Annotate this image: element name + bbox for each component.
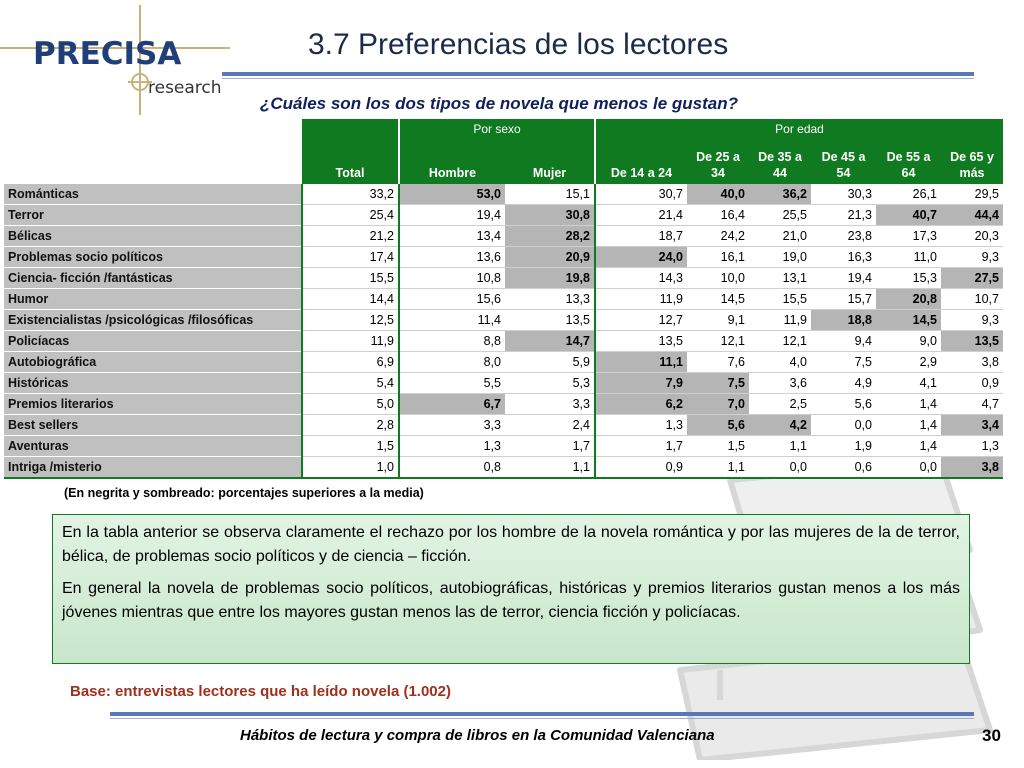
table-cell: 11,4 bbox=[399, 310, 505, 331]
table-cell: 8,8 bbox=[399, 331, 505, 352]
table-cell: 18,8 bbox=[811, 310, 876, 331]
table-cell: 7,5 bbox=[811, 352, 876, 373]
commentary-paragraph-1: En la tabla anterior se observa claramente el rechazo por los hombre de la novela romántica y por las mujeres de la de terror, bélica, de problemas socio políticos y de ciencia – ficción. bbox=[62, 524, 960, 565]
group-sexo: Por sexo bbox=[399, 119, 595, 139]
table-cell: 5,9 bbox=[505, 352, 595, 373]
table-cell: 9,3 bbox=[941, 310, 1003, 331]
table-cell: 11,9 bbox=[302, 331, 399, 352]
column-header-line: De 25 a bbox=[696, 150, 740, 164]
column-header-line: más bbox=[959, 166, 985, 180]
table-cell: 0,8 bbox=[399, 457, 505, 479]
table-cell: 1,0 bbox=[302, 457, 399, 479]
table-cell: 15,7 bbox=[811, 289, 876, 310]
table-row bbox=[4, 394, 1003, 415]
table-cell: 0,6 bbox=[811, 457, 876, 479]
table-row bbox=[4, 373, 1003, 394]
table-cell: 3,8 bbox=[941, 352, 1003, 373]
table-cell: 13,4 bbox=[399, 226, 505, 247]
preferences-table bbox=[4, 119, 1003, 479]
base-note: Base: entrevistas lectores que ha leído novela (1.002) bbox=[70, 683, 451, 700]
table-row bbox=[4, 436, 1003, 457]
logo-sub-text: research bbox=[148, 78, 222, 98]
table-cell: 7,6 bbox=[687, 352, 749, 373]
table-cell: 36,2 bbox=[749, 184, 811, 205]
column-header bbox=[302, 139, 399, 184]
row-label: Aventuras bbox=[4, 436, 302, 457]
table-cell: 15,5 bbox=[302, 268, 399, 289]
table-cell: 0,0 bbox=[749, 457, 811, 479]
table-cell: 4,0 bbox=[749, 352, 811, 373]
table-cell: 25,4 bbox=[302, 205, 399, 226]
corner-cell bbox=[4, 119, 302, 139]
column-header bbox=[687, 139, 749, 184]
table-cell: 5,5 bbox=[399, 373, 505, 394]
table-cell: 15,1 bbox=[505, 184, 595, 205]
table-cell: 15,3 bbox=[876, 268, 941, 289]
table-cell: 1,7 bbox=[595, 436, 687, 457]
table-cell: 10,7 bbox=[941, 289, 1003, 310]
table-cell: 25,5 bbox=[749, 205, 811, 226]
table-cell: 27,5 bbox=[941, 268, 1003, 289]
table-cell: 20,8 bbox=[876, 289, 941, 310]
column-header-line: 54 bbox=[836, 166, 851, 180]
table-cell: 1,1 bbox=[687, 457, 749, 479]
table-cell: 3,3 bbox=[505, 394, 595, 415]
table-cell: 6,7 bbox=[399, 394, 505, 415]
table-cell: 14,7 bbox=[505, 331, 595, 352]
table-cell: 33,2 bbox=[302, 184, 399, 205]
table-row bbox=[4, 184, 1003, 205]
footer-title: Hábitos de lectura y compra de libros en la Comunidad Valenciana bbox=[240, 727, 715, 744]
row-label: Autobiográfica bbox=[4, 352, 302, 373]
table-cell: 3,3 bbox=[399, 415, 505, 436]
table-cell: 5,3 bbox=[505, 373, 595, 394]
group-edad: Por edad bbox=[595, 119, 1003, 139]
table-cell: 5,6 bbox=[811, 394, 876, 415]
table-cell: 5,0 bbox=[302, 394, 399, 415]
column-header-line: De 45 a bbox=[821, 150, 866, 164]
table-cell: 7,5 bbox=[687, 373, 749, 394]
table-cell: 21,4 bbox=[595, 205, 687, 226]
table-cell: 11,9 bbox=[749, 310, 811, 331]
row-label: Intriga /misterio bbox=[4, 457, 302, 479]
table-cell: 13,5 bbox=[505, 310, 595, 331]
row-label: Ciencia- ficción /fantásticas bbox=[4, 268, 302, 289]
table-cell: 1,7 bbox=[505, 436, 595, 457]
table-cell: 8,0 bbox=[399, 352, 505, 373]
table-cell: 30,3 bbox=[811, 184, 876, 205]
table-cell: 1,4 bbox=[876, 415, 941, 436]
table-cell: 19,8 bbox=[505, 268, 595, 289]
row-label: Románticas bbox=[4, 184, 302, 205]
table-cell: 5,4 bbox=[302, 373, 399, 394]
table-cell: 1,3 bbox=[595, 415, 687, 436]
table-cell: 28,2 bbox=[505, 226, 595, 247]
table-cell: 4,2 bbox=[749, 415, 811, 436]
table-cell: 30,8 bbox=[505, 205, 595, 226]
table-cell: 18,7 bbox=[595, 226, 687, 247]
table-cell: 13,1 bbox=[749, 268, 811, 289]
table-cell: 40,7 bbox=[876, 205, 941, 226]
row-label: Históricas bbox=[4, 373, 302, 394]
table-cell: 11,0 bbox=[876, 247, 941, 268]
table-cell: 7,9 bbox=[595, 373, 687, 394]
table-cell: 13,5 bbox=[941, 331, 1003, 352]
row-label: Premios literarios bbox=[4, 394, 302, 415]
table-cell: 3,6 bbox=[749, 373, 811, 394]
row-label: Existencialistas /psicológicas /filosóficas bbox=[4, 310, 302, 331]
table-cell: 16,1 bbox=[687, 247, 749, 268]
column-header bbox=[941, 139, 1003, 184]
table-cell: 44,4 bbox=[941, 205, 1003, 226]
table-cell: 21,0 bbox=[749, 226, 811, 247]
table-cell: 11,1 bbox=[595, 352, 687, 373]
table-cell: 1,4 bbox=[876, 394, 941, 415]
table-cell: 1,5 bbox=[302, 436, 399, 457]
table-cell: 2,4 bbox=[505, 415, 595, 436]
table-cell: 16,4 bbox=[687, 205, 749, 226]
table-cell: 0,9 bbox=[941, 373, 1003, 394]
table-cell: 6,2 bbox=[595, 394, 687, 415]
table-cell: 24,2 bbox=[687, 226, 749, 247]
table-cell: 4,7 bbox=[941, 394, 1003, 415]
commentary-paragraph-2: En general la novela de problemas socio políticos, autobiográficas, históricas y premios literarios gustan menos a los más jóvenes mientras que entre los mayores gustan menos las de terror, ciencia ficción y policíacas. bbox=[62, 580, 960, 621]
group-header-row bbox=[4, 119, 1003, 139]
table-cell: 1,1 bbox=[505, 457, 595, 479]
table-cell: 4,9 bbox=[811, 373, 876, 394]
table-cell: 19,4 bbox=[399, 205, 505, 226]
table-cell: 26,1 bbox=[876, 184, 941, 205]
table-cell: 14,3 bbox=[595, 268, 687, 289]
table-cell: 0,0 bbox=[876, 457, 941, 479]
table-row bbox=[4, 247, 1003, 268]
column-header-line: 64 bbox=[901, 166, 916, 180]
table-cell: 0,0 bbox=[811, 415, 876, 436]
column-header-line: De 35 a bbox=[758, 150, 802, 164]
table-note: (En negrita y sombreado: porcentajes superiores a la media) bbox=[64, 486, 424, 500]
table-cell: 14,5 bbox=[876, 310, 941, 331]
table-cell: 9,4 bbox=[811, 331, 876, 352]
table-cell: 30,7 bbox=[595, 184, 687, 205]
table-cell: 17,4 bbox=[302, 247, 399, 268]
table-cell: 19,4 bbox=[811, 268, 876, 289]
table-cell: 14,5 bbox=[687, 289, 749, 310]
table-cell: 7,0 bbox=[687, 394, 749, 415]
logo-main-text: PRECISA bbox=[33, 36, 182, 72]
table-cell: 11,9 bbox=[595, 289, 687, 310]
table-cell: 13,5 bbox=[595, 331, 687, 352]
table-cell: 20,3 bbox=[941, 226, 1003, 247]
column-header bbox=[595, 139, 687, 184]
column-header-line: 34 bbox=[711, 166, 725, 180]
title-rule-thin bbox=[222, 78, 974, 79]
table-cell: 2,5 bbox=[749, 394, 811, 415]
table-cell: 24,0 bbox=[595, 247, 687, 268]
table-cell: 2,9 bbox=[876, 352, 941, 373]
table-cell: 1,3 bbox=[941, 436, 1003, 457]
table-row bbox=[4, 205, 1003, 226]
table-cell: 2,8 bbox=[302, 415, 399, 436]
table-cell: 10,0 bbox=[687, 268, 749, 289]
table-row bbox=[4, 310, 1003, 331]
commentary-box bbox=[52, 514, 970, 664]
corner-cell-2 bbox=[4, 139, 302, 184]
table-cell: 20,9 bbox=[505, 247, 595, 268]
row-label: Terror bbox=[4, 205, 302, 226]
table-cell: 5,6 bbox=[687, 415, 749, 436]
table-cell: 12,5 bbox=[302, 310, 399, 331]
table-cell: 9,0 bbox=[876, 331, 941, 352]
table-cell: 9,1 bbox=[687, 310, 749, 331]
column-header-line: De 55 a bbox=[886, 150, 931, 164]
table-cell: 0,9 bbox=[595, 457, 687, 479]
table-cell: 21,2 bbox=[302, 226, 399, 247]
table-cell: 1,9 bbox=[811, 436, 876, 457]
table-row bbox=[4, 415, 1003, 436]
table-cell: 1,5 bbox=[687, 436, 749, 457]
table-cell: 16,3 bbox=[811, 247, 876, 268]
table-cell: 23,8 bbox=[811, 226, 876, 247]
table-cell: 13,6 bbox=[399, 247, 505, 268]
table-cell: 13,3 bbox=[505, 289, 595, 310]
precisa-logo bbox=[0, 0, 235, 120]
table-row bbox=[4, 289, 1003, 310]
column-header-line: Total bbox=[335, 166, 365, 180]
corner-green-cell bbox=[302, 119, 399, 139]
table-cell: 3,8 bbox=[941, 457, 1003, 479]
row-label: Humor bbox=[4, 289, 302, 310]
question-heading: ¿Cuáles son los dos tipos de novela que menos le gustan? bbox=[260, 94, 738, 113]
table-cell: 19,0 bbox=[749, 247, 811, 268]
title-rule bbox=[222, 72, 974, 76]
table-cell: 4,1 bbox=[876, 373, 941, 394]
table-cell: 1,4 bbox=[876, 436, 941, 457]
column-header-line: 44 bbox=[773, 166, 787, 180]
column-header bbox=[505, 139, 595, 184]
table-row bbox=[4, 457, 1003, 479]
table-cell: 6,9 bbox=[302, 352, 399, 373]
row-label: Best sellers bbox=[4, 415, 302, 436]
table-cell: 10,8 bbox=[399, 268, 505, 289]
table-row bbox=[4, 268, 1003, 289]
table-cell: 9,3 bbox=[941, 247, 1003, 268]
footer-rule-thin bbox=[110, 718, 974, 719]
page-number: 30 bbox=[982, 726, 1001, 745]
column-header bbox=[399, 139, 505, 184]
column-header-line: Mujer bbox=[532, 166, 567, 180]
column-header bbox=[876, 139, 941, 184]
table-cell: 12,7 bbox=[595, 310, 687, 331]
column-header-line: De 65 y bbox=[950, 150, 994, 164]
column-header-line: De 14 a 24 bbox=[610, 166, 673, 180]
column-header-row bbox=[4, 139, 1003, 184]
row-label: Policíacas bbox=[4, 331, 302, 352]
table-cell: 1,3 bbox=[399, 436, 505, 457]
table-cell: 40,0 bbox=[687, 184, 749, 205]
table-cell: 21,3 bbox=[811, 205, 876, 226]
table-cell: 12,1 bbox=[687, 331, 749, 352]
table-cell: 14,4 bbox=[302, 289, 399, 310]
table-cell: 53,0 bbox=[399, 184, 505, 205]
row-label: Bélicas bbox=[4, 226, 302, 247]
column-header-line: Hombre bbox=[428, 166, 477, 180]
page-title: 3.7 Preferencias de los lectores bbox=[308, 28, 729, 61]
table-body bbox=[4, 184, 1003, 478]
table-cell: 12,1 bbox=[749, 331, 811, 352]
table-cell: 1,1 bbox=[749, 436, 811, 457]
table-cell: 17,3 bbox=[876, 226, 941, 247]
table-row bbox=[4, 226, 1003, 247]
table-cell: 29,5 bbox=[941, 184, 1003, 205]
column-header bbox=[811, 139, 876, 184]
column-header bbox=[749, 139, 811, 184]
footer-rule bbox=[110, 712, 974, 716]
row-label: Problemas socio políticos bbox=[4, 247, 302, 268]
table-cell: 15,5 bbox=[749, 289, 811, 310]
table-row bbox=[4, 331, 1003, 352]
table-row bbox=[4, 352, 1003, 373]
table-cell: 15,6 bbox=[399, 289, 505, 310]
table-cell: 3,4 bbox=[941, 415, 1003, 436]
